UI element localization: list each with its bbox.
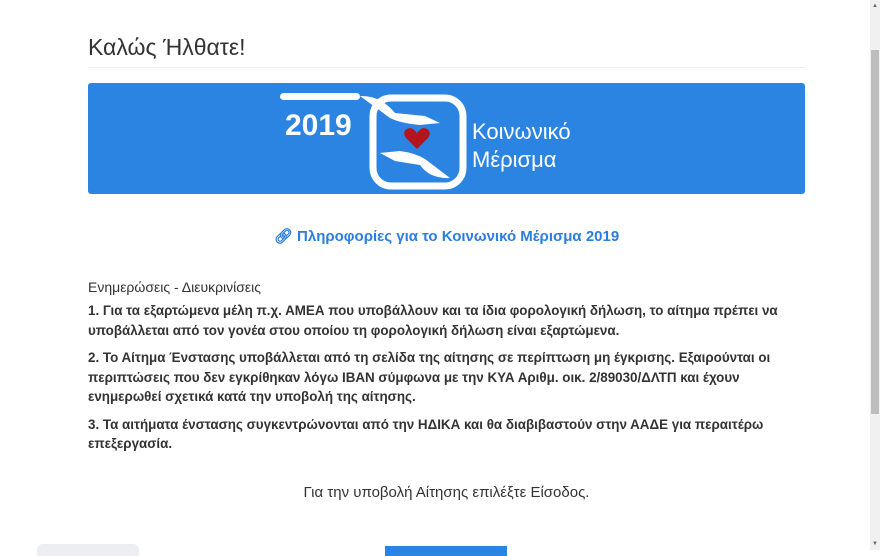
logo-line2: Μέρισμα: [472, 147, 557, 172]
logo-year: 2019: [285, 109, 352, 142]
submit-hint: Για την υποβολή Αίτησης επιλέξτε Είσοδος.: [303, 484, 590, 501]
page-title: Καλώς Ήλθατε!: [88, 34, 246, 60]
scrollbar-thumb[interactable]: [871, 50, 879, 414]
scroll-down-icon[interactable]: ▼: [872, 541, 878, 547]
banner: [88, 83, 805, 194]
divider: [88, 67, 805, 68]
scroll-up-icon[interactable]: ▲: [872, 3, 878, 9]
secondary-button[interactable]: [37, 544, 139, 556]
info-link-label: Πληροφορίες για το Κοινωνικό Μέρισμα 2019: [297, 228, 620, 245]
update-item: 2. Το Αίτημα Ένστασης υποβάλλεται από τη σελίδα της αίτησης σε περίπτωση μη έγκρισης. Εξαιρούνται οι περιπτώσεις που δεν εγκρίθηκαν λόγω IBAN σύμφωνα με την ΚΥΑ Αριθμ. οικ. 2/89030/ΔΛΤΠ και έχουν ενημερωθεί σχετικά κατά την υποβολή της αίτησης.: [88, 350, 771, 404]
social-dividend-logo: [260, 83, 640, 194]
updates-list: [88, 301, 805, 462]
heart-icon: [404, 128, 430, 149]
update-item: 3. Τα αιτήματα ένστασης συγκεντρώνονται από την ΗΔΙΚΑ και θα διαβιβαστούν στην ΑΑΔΕ για περαιτέρω επεξεργασία.: [88, 416, 764, 451]
vertical-scrollbar[interactable]: [870, 0, 880, 550]
logo-line1: Κοινωνικό: [472, 119, 571, 144]
info-link[interactable]: [88, 227, 805, 245]
link-icon: 🔗︎: [273, 228, 293, 245]
updates-heading: Ενημερώσεις - Διευκρινίσεις: [88, 279, 262, 295]
hand-bottom-icon: [380, 151, 450, 178]
login-button[interactable]: [385, 546, 507, 556]
update-item: 1. Για τα εξαρτώμενα μέλη π.χ. ΑΜΕΑ που υποβάλλουν και τα ίδια φορολογική δήλωση, το αίτημα πρέπει να υποβάλλεται από τον γονέα στου οποίου τη φορολογική δήλωση είναι εξαρτώμενα.: [88, 303, 778, 338]
